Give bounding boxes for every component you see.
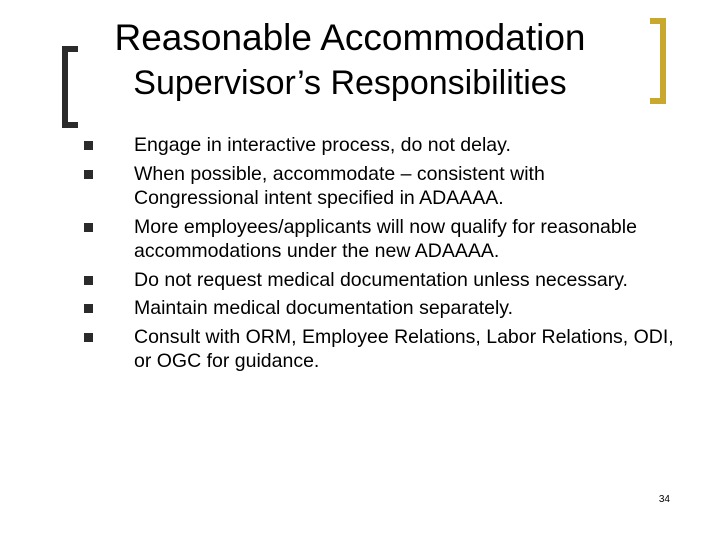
- bullet-item: [84, 325, 674, 374]
- square-bullet-icon: [84, 333, 93, 342]
- bullet-item: [84, 162, 674, 211]
- bullet-text: When possible, accommodate – consistent with Congressional intent specified in ADAAAA.: [134, 162, 545, 209]
- bullet-item: [84, 215, 674, 264]
- bullet-text: Maintain medical documentation separately.: [134, 297, 514, 319]
- bullet-text: Do not request medical documentation unless necessary.: [134, 268, 628, 291]
- square-bullet-icon: [84, 276, 93, 285]
- bullet-item: [84, 296, 674, 321]
- bullet-item: [84, 268, 674, 293]
- square-bullet-icon: [84, 223, 93, 232]
- square-bullet-icon: [84, 304, 93, 313]
- slide-subtitle: Supervisor’s Responsibilities: [133, 64, 567, 102]
- square-bullet-icon: [84, 141, 93, 150]
- slide-title: Reasonable Accommodation: [114, 17, 586, 58]
- bullet-list: [84, 133, 674, 378]
- page-number: 34: [658, 494, 670, 505]
- bullet-text: Engage in interactive process, do not delay.: [134, 134, 511, 156]
- square-bullet-icon: [84, 170, 93, 179]
- bullet-text: More employees/applicants will now qualify for reasonable accommodations under the new ADAAAA.: [134, 215, 637, 262]
- bullet-item: [84, 133, 674, 158]
- bullet-text: Consult with ORM, Employee Relations, Labor Relations, ODI, or OGC for guidance.: [134, 325, 674, 372]
